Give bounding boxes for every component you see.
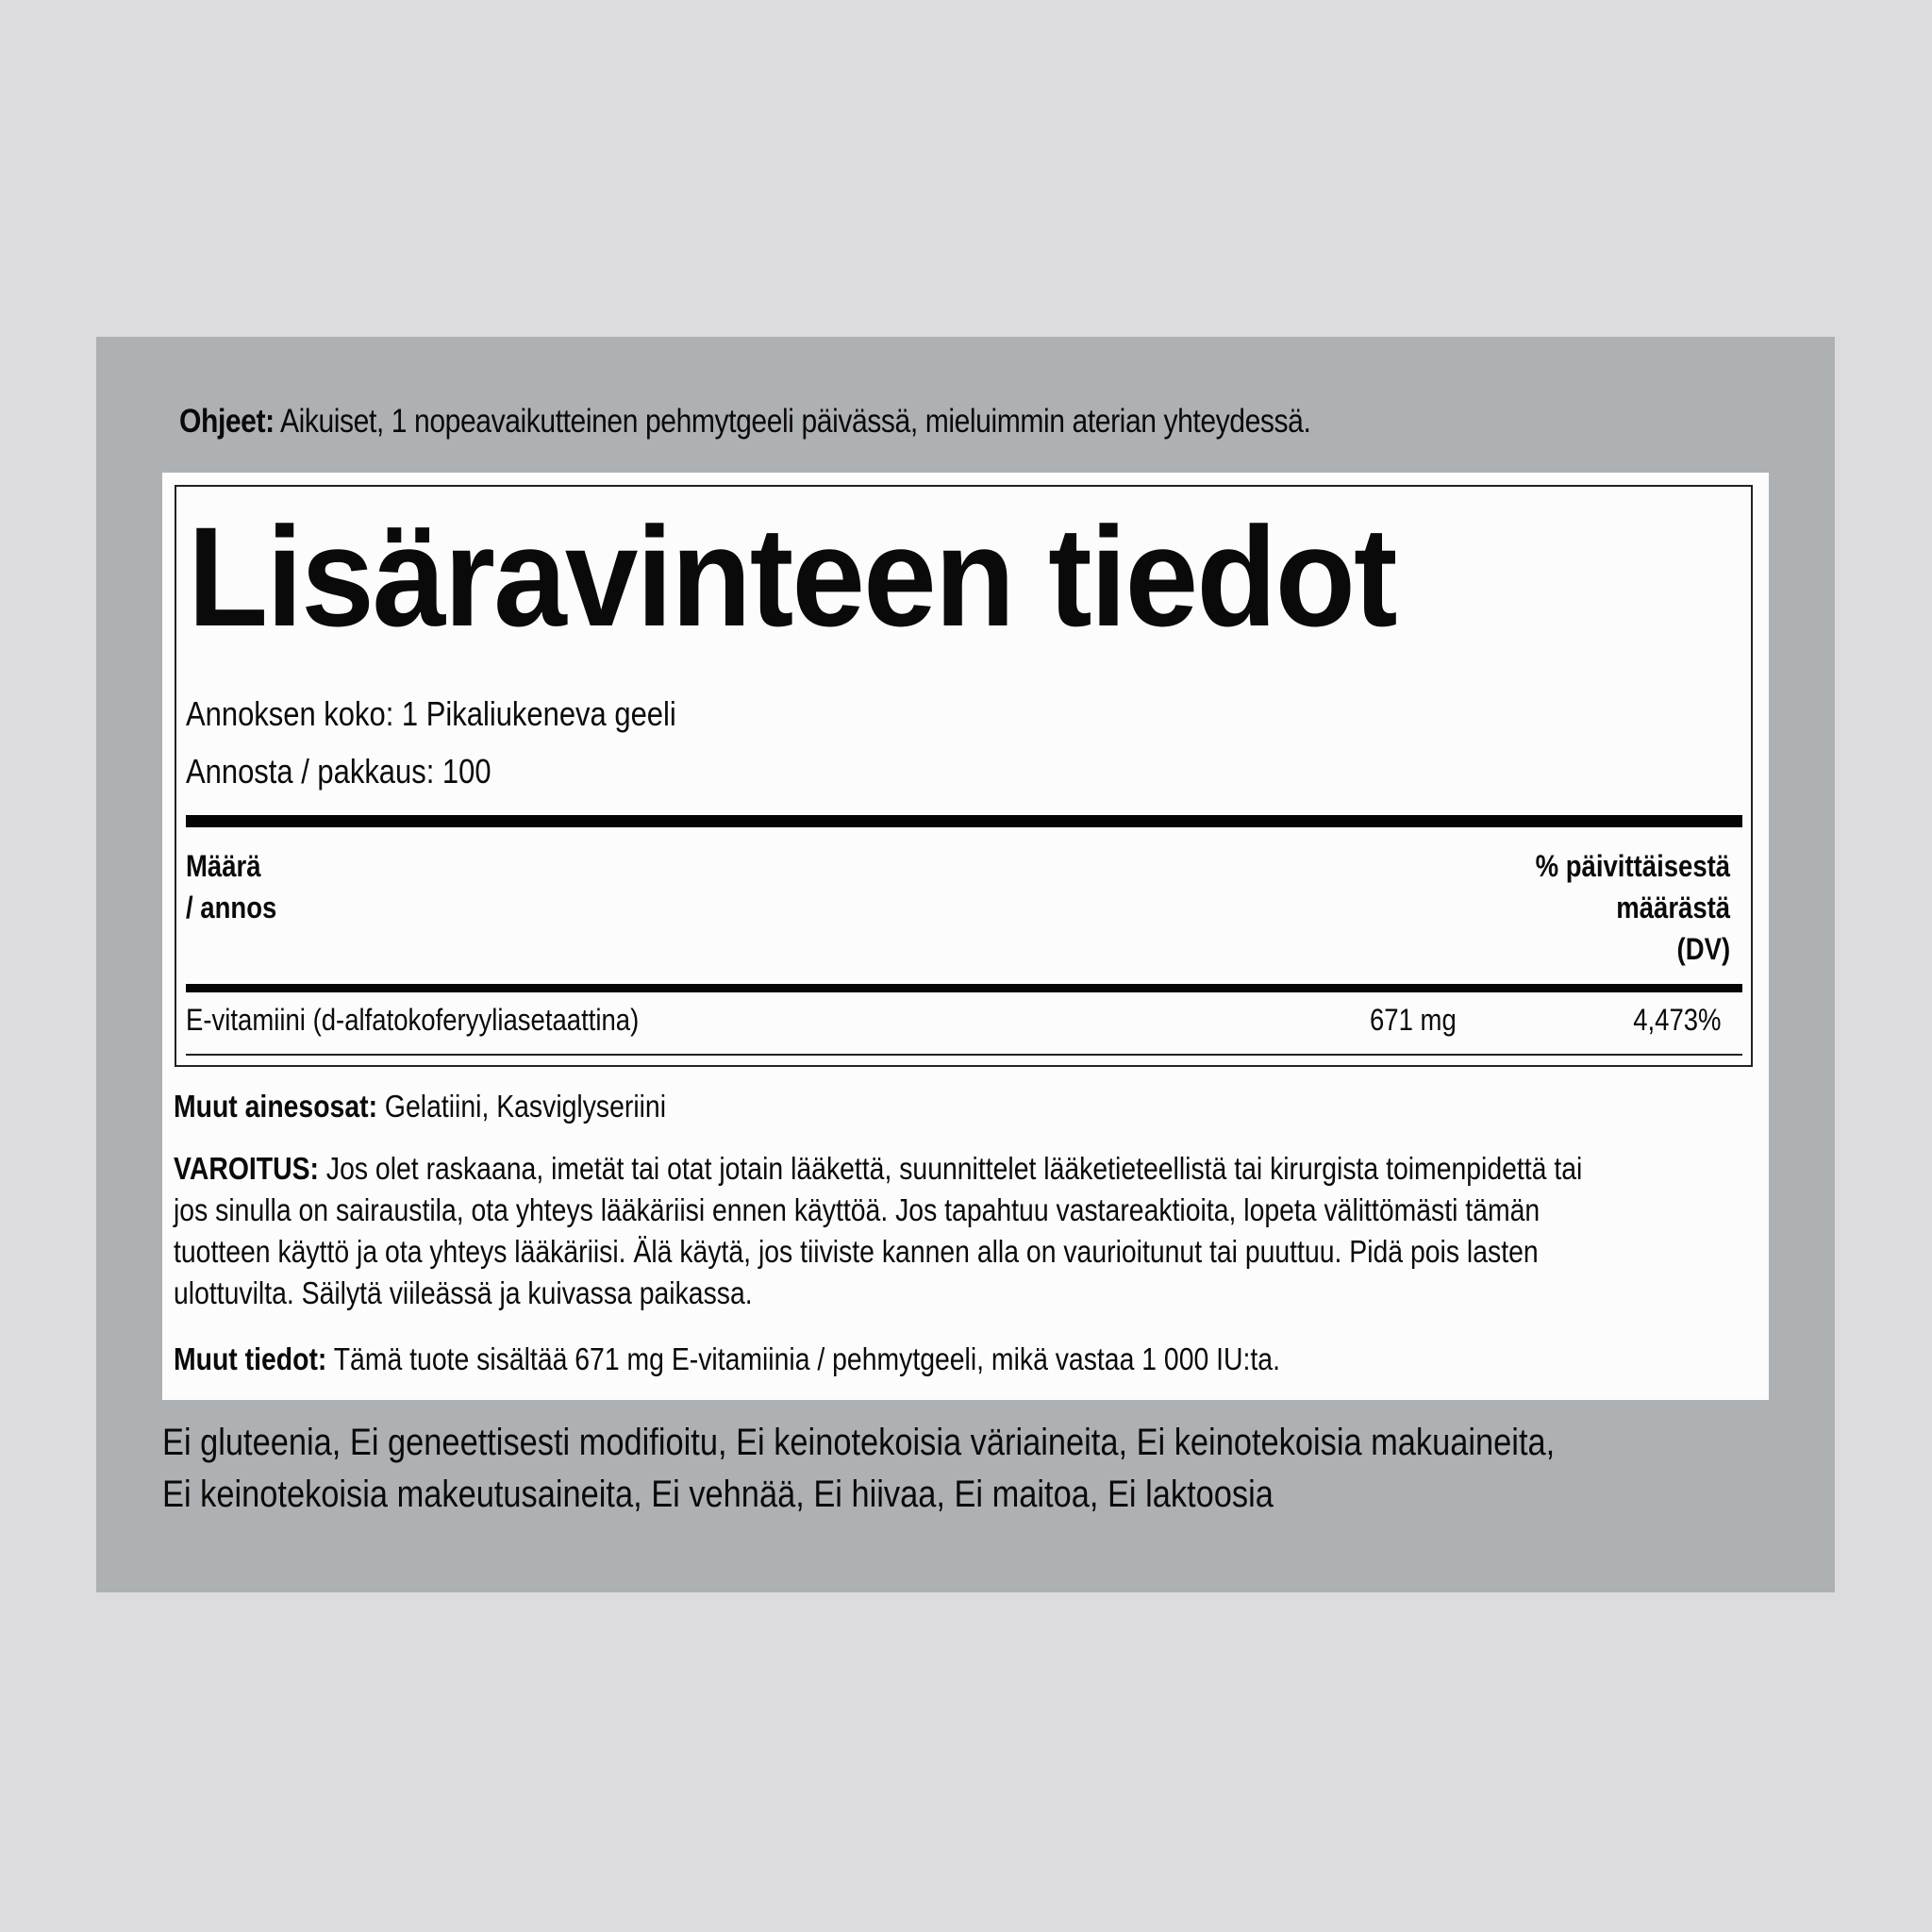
- free-from-claims: [162, 1417, 1834, 1521]
- label-panel: [96, 337, 1835, 1592]
- dv-header-line3: (DV): [1676, 932, 1730, 966]
- warning-line3: tuotteen käyttö ja ota yhteys lääkäriisi. Älä käytä, jos tiiviste kannen alla on vaurioitunut tai puuttuu. Pidä pois lasten: [174, 1234, 1539, 1269]
- thin-divider: [186, 1054, 1742, 1056]
- servings-per-container: Annosta / pakkaus: 100: [186, 752, 491, 791]
- serving-size: Annoksen koko: 1 Pikaliukeneva geeli: [186, 694, 676, 733]
- claims-line2: Ei keinotekoisia makeutusaineita, Ei vehnää, Ei hiivaa, Ei maitoa, Ei laktoosia: [162, 1474, 1274, 1515]
- amount-per-serving-header: [186, 845, 276, 928]
- daily-value-header: [1536, 845, 1730, 970]
- warning: [174, 1148, 1683, 1314]
- medium-divider: [186, 984, 1742, 992]
- directions-label: Ohjeet:: [179, 403, 275, 440]
- other-info: [174, 1339, 1683, 1380]
- claims-line1: Ei gluteenia, Ei geneettisesti modifioitu, Ei keinotekoisia väriaineita, Ei keinotekoisia makuaineita,: [162, 1422, 1556, 1463]
- facts-title: Lisäravinteen tiedot: [188, 497, 1396, 656]
- nutrient-amount: 671 mg: [1370, 1003, 1457, 1037]
- dv-header-line1: % päivittäisestä: [1535, 849, 1730, 883]
- supplement-info-box: [162, 473, 1769, 1400]
- directions: [179, 403, 1310, 441]
- supplement-facts-table: [175, 485, 1753, 1067]
- warning-label: VAROITUS:: [174, 1151, 319, 1186]
- other-ingredients: [174, 1086, 1683, 1127]
- nutrient-name: E-vitamiini (d-alfatokoferyyliasetaattina): [186, 1003, 640, 1037]
- other-ingredients-label: Muut ainesosat:: [174, 1089, 378, 1124]
- directions-text: Aikuiset, 1 nopeavaikutteinen pehmytgeeli päivässä, mieluimmin aterian yhteydessä.: [274, 403, 1311, 440]
- nutrient-daily-value: 4,473%: [1633, 1003, 1722, 1037]
- thick-divider: [186, 815, 1742, 827]
- amount-header-line2: / annos: [186, 891, 277, 924]
- warning-line4: ulottuvilta. Säilytä viileässä ja kuivassa paikassa.: [174, 1275, 753, 1310]
- dv-header-line2: määrästä: [1616, 891, 1730, 924]
- warning-line1: Jos olet raskaana, imetät tai otat jotain lääkettä, suunnittelet lääketieteellistä tai kirurgista toimenpidettä tai: [318, 1151, 1583, 1186]
- amount-header-line1: Määrä: [186, 849, 261, 883]
- nutrient-row: [186, 999, 1742, 1041]
- other-info-text: Tämä tuote sisältää 671 mg E-vitamiinia / pehmytgeeli, mikä vastaa 1 000 IU:ta.: [326, 1341, 1280, 1376]
- other-ingredients-text: Gelatiini, Kasviglyseriini: [377, 1089, 667, 1124]
- warning-line2: jos sinulla on sairaustila, ota yhteys lääkäriisi ennen käyttöä. Jos tapahtuu vastareaktioita, lopeta välittömästi tämän: [174, 1192, 1541, 1227]
- other-info-label: Muut tiedot:: [174, 1341, 327, 1376]
